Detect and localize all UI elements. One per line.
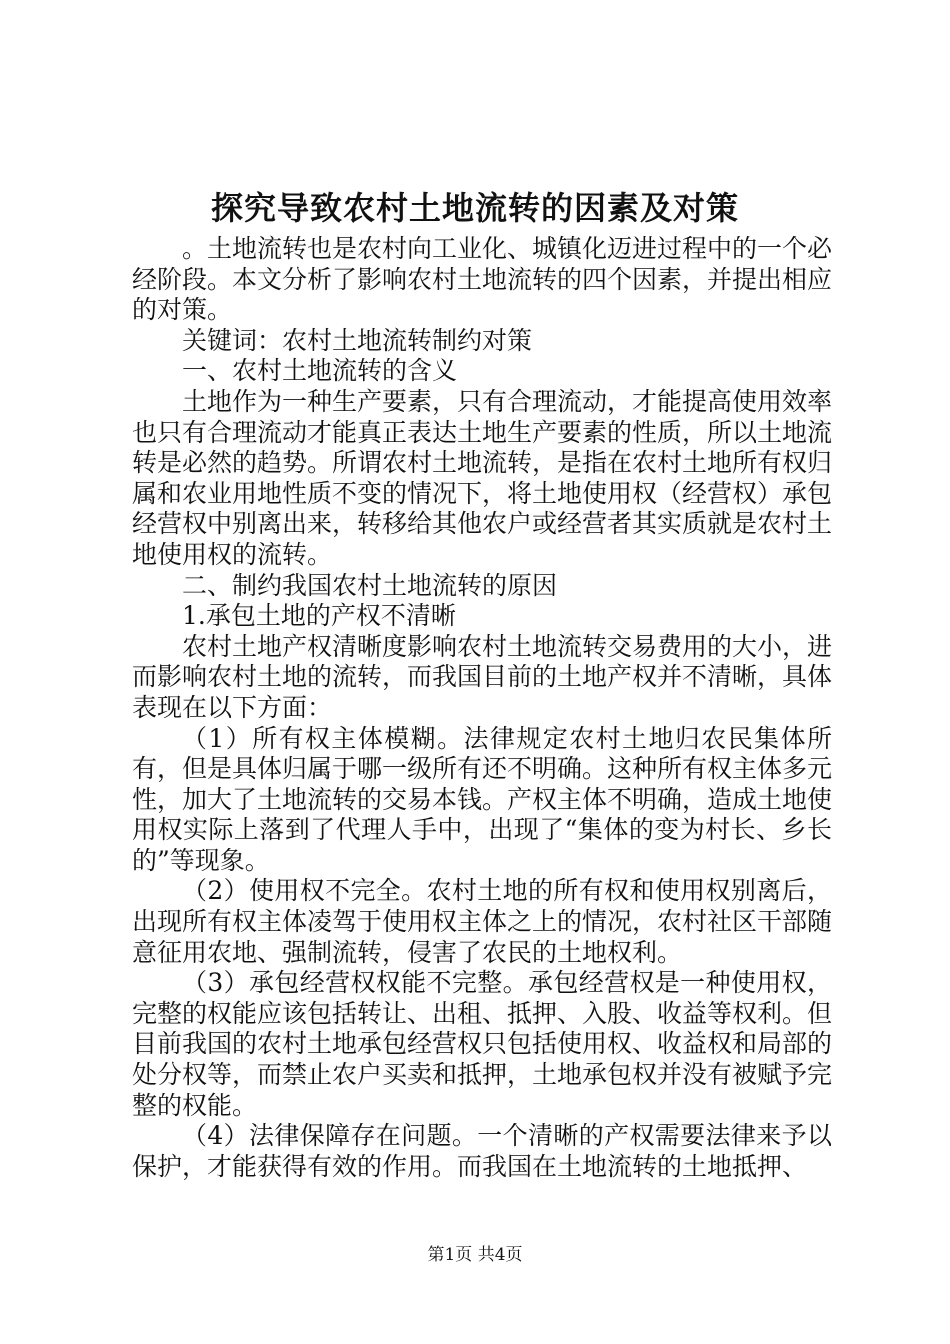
paragraph: 土地作为一种生产要素，只有合理流动，才能提高使用效率也只有合理流动才能真正表达土地生产要素的性质，所以土地流转是必然的趋势。所谓农村土地流转，是指在农村土地所有权归属和农业用地性质不变的情况下，将土地使用权（经营权）承包经营权中别离出来，转移给其他农户或经营者其实质就是农村土地使用权的流转。 [132, 386, 833, 569]
document-title: 探究导致农村土地流转的因素及对策 [210, 189, 739, 227]
list-item: （3）承包经营权权能不完整。承包经营权是一种使用权，完整的权能应该包括转让、出租、抵押、入股、收益等权利。但目前我国的农村土地承包经营权只包括使用权、收益权和局部的处分权等，而禁止农户买卖和抵押，土地承包权并没有被赋予完整的权能。 [132, 968, 833, 1120]
list-item: （4）法律保障存在问题。一个清晰的产权需要法律来予以保护，才能获得有效的作用。而我国在土地流转的土地抵押、 [132, 1121, 832, 1181]
page-footer: 第1页 共4页 [427, 1245, 523, 1265]
list-item: （1）所有权主体模糊。法律规定农村土地归农民集体所有，但是具体归属于哪一级所有还不明确。这种所有权主体多元性，加大了土地流转的交易本钱。产权主体不明确，造成土地使用权实际上落到了代理人手中，出现了“集体的变为村长、乡长的”等现象。 [132, 723, 833, 875]
paragraph-abstract: 。土地流转也是农村向工业化、城镇化迈进过程中的一个必经阶段。本文分析了影响农村土地流转的四个因素，并提出相应的对策。 [132, 234, 833, 325]
document-body [132, 234, 832, 1182]
subsection-heading-1: 1.承包土地的产权不清晰 [182, 601, 456, 631]
section-heading-1: 一、农村土地流转的含义 [182, 356, 458, 386]
paragraph-keywords: 关键词：农村土地流转制约对策 [182, 325, 533, 355]
paragraph: 农村土地产权清晰度影响农村土地流转交易费用的大小，进而影响农村土地的流转，而我国目前的土地产权并不清晰，具体表现在以下方面： [132, 631, 833, 722]
list-item: （2）使用权不完全。农村土地的所有权和使用权别离后，出现所有权主体凌驾于使用权主体之上的情况，农村社区干部随意征用农地、强制流转，侵害了农民的土地权利。 [132, 876, 833, 967]
section-heading-2: 二、制约我国农村土地流转的原因 [182, 570, 558, 600]
